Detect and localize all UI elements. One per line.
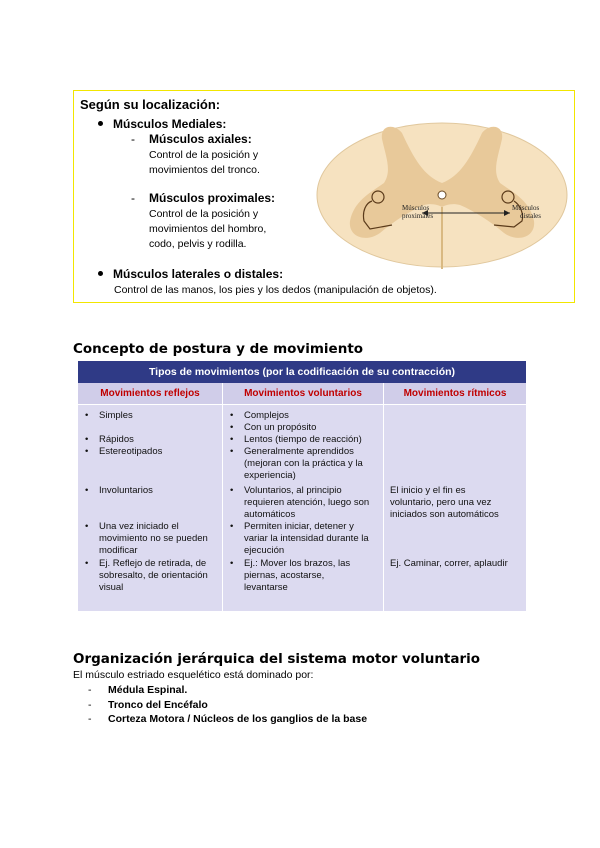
voluntarios-line: levantarse bbox=[244, 582, 288, 593]
organizacion-item bbox=[88, 699, 208, 711]
bullet-icon: • bbox=[85, 446, 89, 457]
fig-label-proximales-2: proximales bbox=[402, 212, 434, 220]
fig-label-proximales-1: Músculos bbox=[402, 204, 430, 212]
bullet-icon: • bbox=[85, 485, 89, 496]
proximales-desc bbox=[149, 207, 266, 252]
fig-label-distales-2: distales bbox=[520, 212, 541, 220]
bullet-icon: • bbox=[230, 485, 234, 496]
proximales-item bbox=[131, 191, 275, 205]
proximales-desc-line: codo, pelvis y rodilla. bbox=[149, 238, 247, 250]
reflejos-line: sobresalto, de orientación bbox=[99, 570, 208, 581]
column-divider bbox=[222, 383, 223, 611]
reflejos-line: Simples bbox=[99, 410, 133, 421]
reflejos-line: Estereotipados bbox=[99, 446, 163, 457]
voluntarios-line: experiencia) bbox=[244, 470, 296, 481]
reflejos-line: modificar bbox=[99, 545, 138, 556]
reflejos-item bbox=[85, 558, 208, 594]
voluntarios-line: Lentos (tiempo de reacción) bbox=[244, 434, 362, 445]
voluntarios-item bbox=[230, 410, 289, 422]
organizacion-item-label: Tronco del Encéfalo bbox=[108, 699, 208, 711]
voluntarios-item bbox=[230, 485, 370, 521]
laterales-desc: Control de las manos, los pies y los dedos (manipulación de objetos). bbox=[114, 284, 437, 296]
voluntarios-line: piernas, acostarse, bbox=[244, 570, 325, 581]
mediales-label: Músculos Mediales: bbox=[113, 117, 227, 131]
ritmicos-item bbox=[390, 485, 499, 521]
voluntarios-line: Generalmente aprendidos bbox=[244, 446, 354, 457]
voluntarios-line: Complejos bbox=[244, 410, 289, 421]
bullet-icon: • bbox=[230, 558, 234, 569]
dash-icon: - bbox=[88, 684, 92, 696]
bullet-icon: • bbox=[85, 434, 89, 445]
central-canal bbox=[438, 191, 446, 199]
reflejos-item bbox=[85, 446, 163, 458]
spinal-cord-figure bbox=[314, 121, 570, 269]
organizacion-intro: El músculo estriado esquelético está dominado por: bbox=[73, 669, 314, 681]
ritmicos-line: voluntario, pero una vez bbox=[390, 497, 492, 508]
reflejos-line: Ej. Reflejo de retirada, de bbox=[99, 558, 207, 569]
voluntarios-line: automáticos bbox=[244, 509, 296, 520]
table-title: Tipos de movimientos (por la codificación de su contracción) bbox=[78, 361, 526, 383]
organizacion-item-label: Corteza Motora / Núcleos de los ganglios de la base bbox=[108, 713, 368, 725]
reflejos-item bbox=[85, 410, 133, 422]
bullet-icon: • bbox=[230, 434, 234, 445]
voluntarios-line: ejecución bbox=[244, 545, 285, 556]
axiales-desc bbox=[149, 148, 260, 178]
bullet-icon bbox=[98, 271, 103, 276]
reflejos-item bbox=[85, 485, 153, 497]
voluntarios-line: requieren atención, luego son bbox=[244, 497, 370, 508]
voluntarios-line: (mejoran con la práctica y la bbox=[244, 458, 363, 469]
voluntarios-line: variar la intensidad durante la bbox=[244, 533, 369, 544]
voluntarios-line: Ej.: Mover los brazos, las bbox=[244, 558, 351, 569]
dash-icon: - bbox=[88, 713, 92, 725]
reflejos-line: Involuntarios bbox=[99, 485, 153, 496]
reflejos-line: Rápidos bbox=[99, 434, 134, 445]
mediales-bullet bbox=[98, 117, 226, 131]
reflejos-line: visual bbox=[99, 582, 124, 593]
reflejos-item bbox=[85, 434, 134, 446]
bullet-icon: • bbox=[85, 410, 89, 421]
fig-label-distales-1: Músculos bbox=[512, 204, 540, 212]
col-head-voluntarios: Movimientos voluntarios bbox=[223, 383, 383, 404]
ritmicos-line: iniciados son automáticos bbox=[390, 509, 499, 520]
proximales-label: Músculos proximales: bbox=[149, 191, 276, 205]
voluntarios-item bbox=[230, 558, 351, 594]
proximales-desc-line: movimientos del hombro, bbox=[149, 223, 267, 235]
axiales-desc-line: movimientos del tronco. bbox=[149, 164, 260, 176]
bullet-icon: • bbox=[85, 521, 89, 532]
axiales-desc-line: Control de la posición y bbox=[149, 149, 259, 161]
ritmicos-line: El inicio y el fin es bbox=[390, 485, 466, 496]
dash-icon: - bbox=[131, 191, 135, 205]
localizacion-box bbox=[73, 90, 575, 303]
postura-heading: Concepto de postura y de movimiento bbox=[73, 341, 364, 357]
axiales-label: Músculos axiales: bbox=[149, 132, 252, 146]
localizacion-title: Según su localización: bbox=[80, 97, 221, 112]
axiales-item bbox=[131, 132, 252, 146]
organizacion-item bbox=[88, 684, 187, 696]
voluntarios-item bbox=[230, 446, 363, 482]
reflejos-line: movimiento no se pueden bbox=[99, 533, 208, 544]
col-head-reflejos: Movimientos reflejos bbox=[78, 383, 222, 404]
ritmicos-line: Ej. Caminar, correr, aplaudir bbox=[390, 558, 508, 569]
header-divider bbox=[78, 404, 526, 405]
voluntarios-line: Permiten iniciar, detener y bbox=[244, 521, 354, 532]
bullet-icon: • bbox=[230, 410, 234, 421]
voluntarios-item bbox=[230, 434, 362, 446]
proximales-desc-line: Control de la posición y bbox=[149, 208, 259, 220]
bullet-icon: • bbox=[230, 422, 234, 433]
dash-icon: - bbox=[88, 699, 92, 711]
col-head-ritmicos: Movimientos rítmicos bbox=[384, 383, 526, 404]
bullet-icon bbox=[98, 121, 103, 126]
laterales-bullet bbox=[98, 267, 283, 281]
organizacion-item-label: Médula Espinal. bbox=[108, 684, 188, 696]
voluntarios-line: Con un propósito bbox=[244, 422, 317, 433]
organizacion-item bbox=[88, 713, 367, 725]
voluntarios-item bbox=[230, 521, 369, 557]
ritmicos-item bbox=[390, 558, 508, 570]
laterales-label: Músculos laterales o distales: bbox=[113, 267, 284, 281]
column-divider bbox=[383, 383, 384, 611]
voluntarios-item bbox=[230, 422, 317, 434]
bullet-icon: • bbox=[230, 446, 234, 457]
dash-icon: - bbox=[131, 132, 135, 146]
organizacion-heading: Organización jerárquica del sistema motor voluntario bbox=[73, 651, 481, 667]
reflejos-item bbox=[85, 521, 208, 557]
bullet-icon: • bbox=[230, 521, 234, 532]
reflejos-line: Una vez iniciado el bbox=[99, 521, 179, 532]
bullet-icon: • bbox=[85, 558, 89, 569]
voluntarios-line: Voluntarios, al principio bbox=[244, 485, 342, 496]
